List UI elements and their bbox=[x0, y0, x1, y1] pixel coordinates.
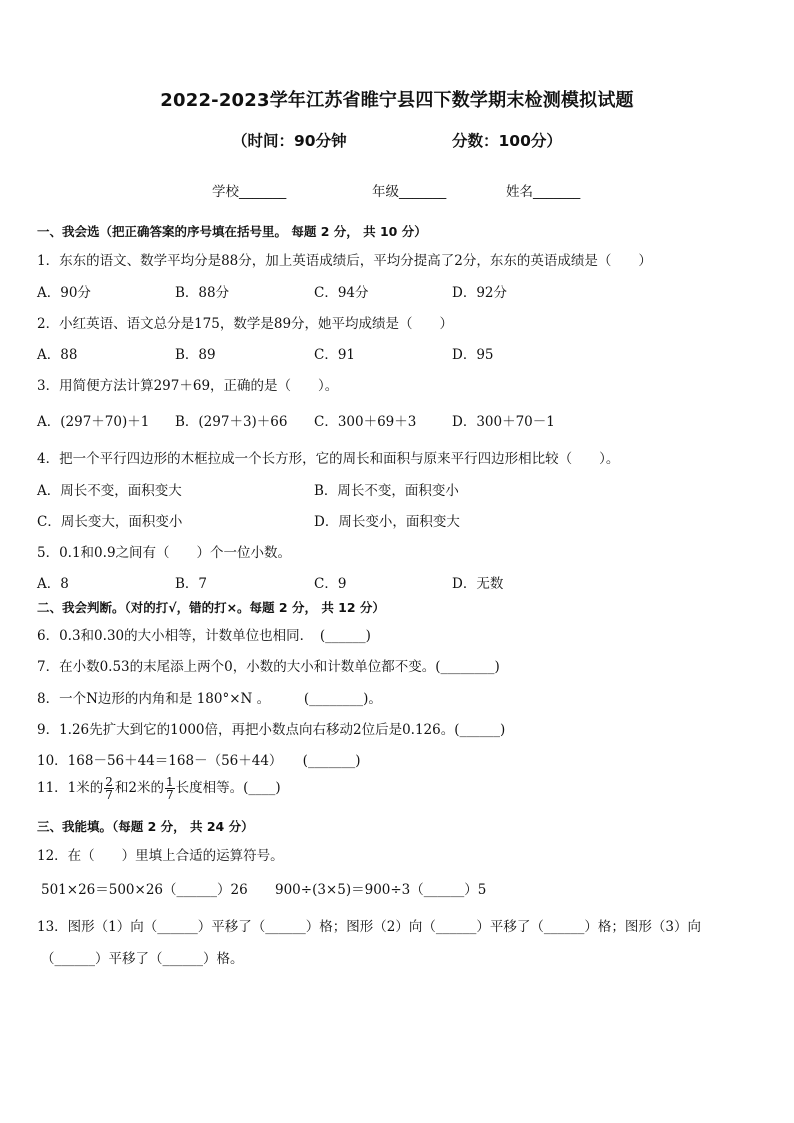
fraction-denominator: 7 bbox=[105, 788, 113, 802]
exam-time: （时间：90分钟 bbox=[232, 132, 347, 150]
question-1: 1．东东的语文、数学平均分是88分，加上英语成绩后，平均分提高了2分，东东的英语成绩是（ ） bbox=[37, 253, 652, 269]
question-4: 4．把一个平行四边形的木框拉成一个长方形，它的周长和面积与原来平行四边形相比较（ ）。 bbox=[37, 451, 620, 467]
question-2: 2．小红英语、语文总分是175，数学是89分，她平均成绩是（ ） bbox=[37, 316, 454, 332]
q4-option-c: C．周长变大，面积变小 bbox=[37, 514, 183, 530]
fraction-numerator: 2 bbox=[105, 775, 113, 789]
question-7: 7．在小数0.53的末尾添上两个0，小数的大小和计数单位都不变。(________) bbox=[37, 659, 500, 675]
q1-option-d: D．92分 bbox=[452, 285, 508, 301]
question-9: 9．1.26先扩大到它的1000倍，再把小数点向右移动2位后是0.126。(______) bbox=[37, 722, 506, 738]
page-title: 2022-2023学年江苏省睢宁县四下数学期末检测模拟试题 bbox=[160, 90, 634, 111]
q3-option-d: D．300＋70－1 bbox=[452, 414, 555, 430]
q5-option-b: B．7 bbox=[175, 576, 208, 592]
fraction-one-seventh bbox=[165, 776, 175, 801]
q3-option-c: C．300＋69＋3 bbox=[314, 414, 417, 430]
exam-score: 分数：100分） bbox=[452, 132, 562, 150]
question-12-part-a: 501×26＝500×26（______）26 bbox=[41, 882, 248, 898]
q1-option-c: C．94分 bbox=[314, 285, 369, 301]
q2-option-d: D．95 bbox=[452, 347, 494, 363]
fraction-denominator: 7 bbox=[166, 788, 174, 802]
section-3-heading: 三、我能填。（每题 2 分， 共 24 分） bbox=[37, 819, 254, 834]
q5-option-a: A．8 bbox=[37, 576, 69, 592]
q1-option-a: A．90分 bbox=[37, 285, 91, 301]
q4-option-d: D．周长变小，面积变大 bbox=[314, 514, 460, 530]
section-1-heading: 一、我会选（把正确答案的序号填在括号里。 每题 2 分， 共 10 分） bbox=[37, 224, 427, 239]
question-12: 12．在（ ）里填上合适的运算符号。 bbox=[37, 848, 284, 864]
school-field: 学校_______ bbox=[212, 184, 287, 200]
fraction-numerator: 1 bbox=[166, 775, 174, 789]
q5-option-c: C．9 bbox=[314, 576, 347, 592]
q1-option-b: B．88分 bbox=[175, 285, 230, 301]
q11-prefix: 11．1米的 bbox=[37, 780, 104, 796]
section-2-heading: 二、我会判断。（对的打√，错的打×。每题 2 分， 共 12 分） bbox=[37, 600, 385, 615]
q11-middle: 和2米的 bbox=[114, 780, 165, 796]
question-12-part-b: 900÷(3×5)＝900÷3（______）5 bbox=[275, 882, 487, 898]
question-10: 10．168－56＋44＝168－（56＋44） (_______) bbox=[37, 753, 361, 769]
question-3: 3．用简便方法计算297＋69，正确的是（ ）。 bbox=[37, 378, 339, 394]
q4-option-a: A．周长不变，面积变大 bbox=[37, 483, 182, 499]
q2-option-a: A．88 bbox=[37, 347, 78, 363]
q4-option-b: B．周长不变，面积变小 bbox=[314, 483, 459, 499]
q3-option-b: B．(297＋3)＋66 bbox=[175, 414, 288, 430]
q11-suffix: 长度相等。(____) bbox=[175, 780, 281, 796]
q2-option-c: C．91 bbox=[314, 347, 356, 363]
question-13-line-2: （______）平移了（______）格。 bbox=[41, 951, 244, 967]
q3-option-a: A．(297＋70)＋1 bbox=[37, 414, 150, 430]
q2-option-b: B．89 bbox=[175, 347, 216, 363]
question-11 bbox=[37, 776, 281, 801]
question-6: 6．0.3和0.30的大小相等，计数单位也相同． (______) bbox=[37, 628, 371, 644]
q5-option-d: D．无数 bbox=[452, 576, 504, 592]
name-field: 姓名_______ bbox=[506, 184, 581, 200]
question-5: 5．0.1和0.9之间有（ ）个一位小数。 bbox=[37, 545, 292, 561]
question-13-line-1: 13．图形（1）向（______）平移了（______）格；图形（2）向（______）平移了（______）格；图形（3）向 bbox=[37, 919, 701, 935]
grade-field: 年级_______ bbox=[372, 184, 447, 200]
fraction-two-sevenths bbox=[104, 776, 114, 801]
question-8: 8．一个N边形的内角和是 180°×N 。 (________)。 bbox=[37, 691, 382, 707]
